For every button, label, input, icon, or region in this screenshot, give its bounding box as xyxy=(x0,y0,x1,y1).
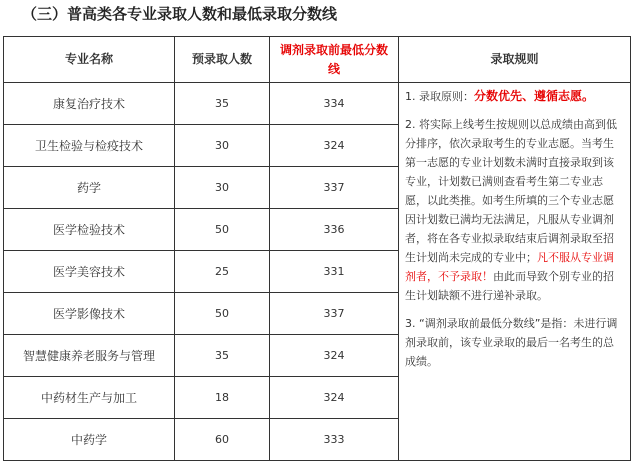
major-name: 医学影像技术 xyxy=(4,293,175,335)
major-name: 智慧健康养老服务与管理 xyxy=(4,335,175,377)
section-title: （三）普高类各专业录取人数和最低录取分数线 xyxy=(22,5,338,23)
planned-count: 35 xyxy=(175,335,270,377)
planned-count: 25 xyxy=(175,251,270,293)
planned-count: 50 xyxy=(175,209,270,251)
major-name: 医学美容技术 xyxy=(4,251,175,293)
planned-count: 35 xyxy=(175,83,270,125)
planned-count: 30 xyxy=(175,167,270,209)
min-score: 331 xyxy=(270,251,399,293)
major-name: 药学 xyxy=(4,167,175,209)
rule-2-text: 2. 将实际上线考生按规则以总成绩由高到低分排序，依次录取考生的专业志愿。当考生第一志愿的专业计划数未满时直接录取到该专业，计划数已满则查看考生第二专业志愿，以此类推。如考生所填的三个专业志愿因计划数已满均无法满足，凡服从专业调剂者，将在各专业拟录取结束后调剂录取至招生计划尚未完成的专业中； xyxy=(405,118,617,264)
major-name: 中药学 xyxy=(4,419,175,461)
header-planned: 预录取人数 xyxy=(175,37,270,83)
min-score: 333 xyxy=(270,419,399,461)
min-score: 336 xyxy=(270,209,399,251)
header-rules: 录取规则 xyxy=(399,37,631,83)
table-row xyxy=(4,83,631,125)
rule-1 xyxy=(405,87,624,106)
rule-2-highlight: 凡不服从专业调剂者，不予录取！ xyxy=(405,251,614,283)
planned-count: 18 xyxy=(175,377,270,419)
admission-table xyxy=(3,36,631,461)
rule-2 xyxy=(405,115,624,305)
rule-1-prefix: 1. 录取原则： xyxy=(405,90,474,103)
min-score: 324 xyxy=(270,125,399,167)
rules-cell xyxy=(399,83,631,461)
planned-count: 60 xyxy=(175,419,270,461)
major-name: 中药材生产与加工 xyxy=(4,377,175,419)
planned-count: 50 xyxy=(175,293,270,335)
min-score: 337 xyxy=(270,293,399,335)
header-major: 专业名称 xyxy=(4,37,175,83)
header-min-score: 调剂录取前最低分数线 xyxy=(270,37,399,83)
min-score: 324 xyxy=(270,335,399,377)
major-name: 康复治疗技术 xyxy=(4,83,175,125)
rule-1-highlight: 分数优先、遵循志愿。 xyxy=(474,89,595,103)
table-header-row xyxy=(4,37,631,83)
major-name: 卫生检验与检疫技术 xyxy=(4,125,175,167)
min-score: 337 xyxy=(270,167,399,209)
planned-count: 30 xyxy=(175,125,270,167)
rule-2-suffix: 由此而导致个别专业的招生计划缺额不进行递补录取。 xyxy=(405,270,614,302)
major-name: 医学检验技术 xyxy=(4,209,175,251)
min-score: 334 xyxy=(270,83,399,125)
min-score: 324 xyxy=(270,377,399,419)
rule-3: 3. “调剂录取前最低分数线”是指：未进行调剂录取前，该专业录取的最后一名考生的总成绩。 xyxy=(405,317,618,368)
